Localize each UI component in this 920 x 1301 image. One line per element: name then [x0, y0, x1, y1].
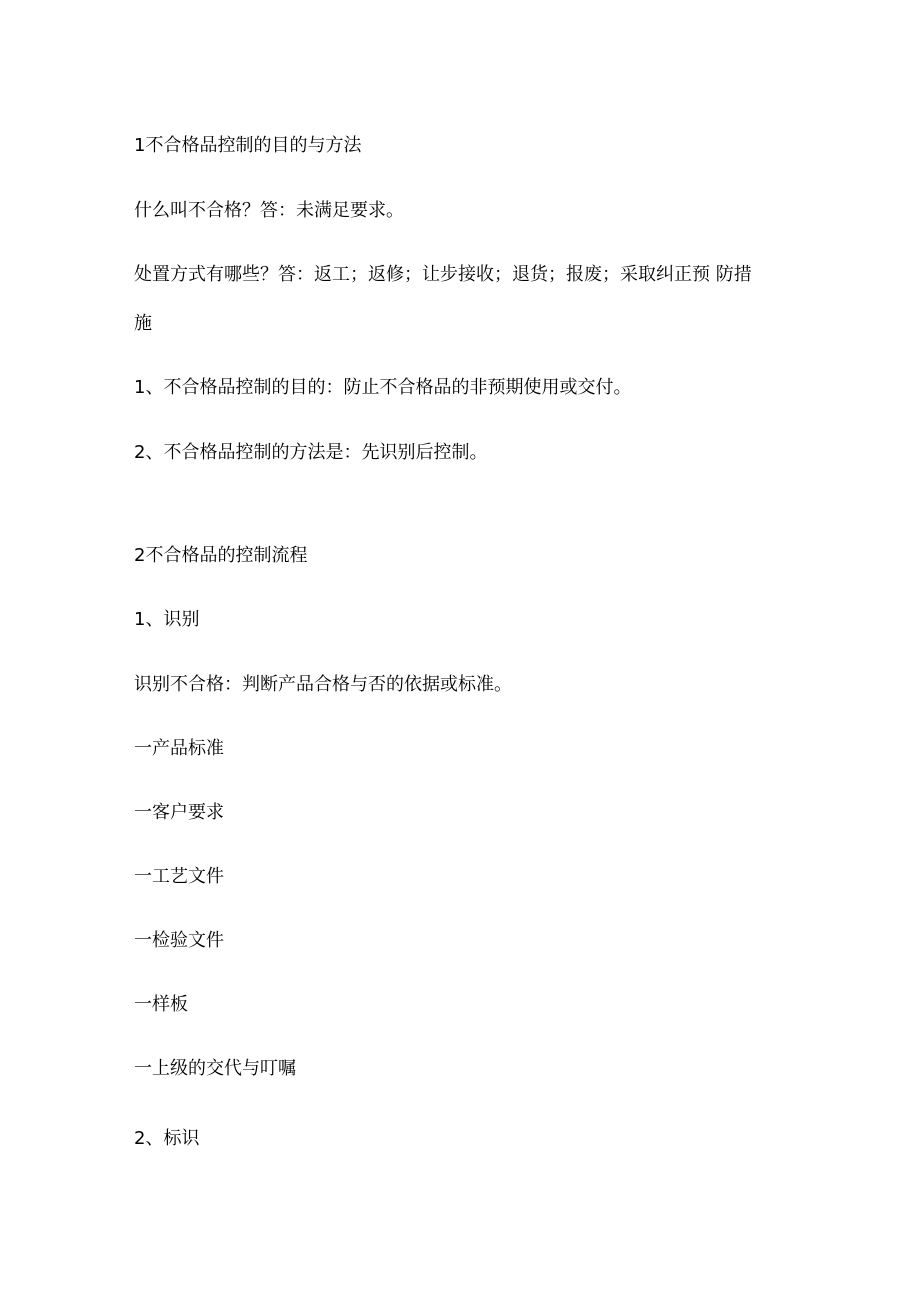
list-item-purpose: 1、不合格品控制的目的：防止不合格品的非预期使用或交付。 — [134, 377, 632, 398]
criteria-item: 一检验文件 — [134, 930, 224, 951]
criteria-item: 一工艺文件 — [134, 866, 224, 887]
identify-description: 识别不合格：判断产品合格与否的依据或标准。 — [134, 674, 512, 695]
criteria-item: 一样板 — [134, 994, 188, 1015]
question-definition: 什么叫不合格？答：未满足要求。 — [134, 200, 404, 221]
step-identify: 1、识别 — [134, 609, 200, 630]
list-item-method: 2、不合格品控制的方法是：先识别后控制。 — [134, 442, 488, 463]
question-disposition-line-2: 施 — [134, 313, 152, 334]
criteria-item: 一客户要求 — [134, 802, 224, 823]
question-disposition-line-1: 处置方式有哪些？答：返工；返修；让步接收；退货；报废；采取纠正预 防措 — [134, 264, 752, 285]
criteria-item: 一产品标准 — [134, 738, 224, 759]
section-heading-1: 1不合格品控制的目的与方法 — [134, 135, 362, 156]
section-heading-2: 2不合格品的控制流程 — [134, 545, 308, 566]
step-marking: 2、标识 — [134, 1128, 200, 1149]
criteria-item: 一上级的交代与叮嘱 — [134, 1058, 296, 1079]
